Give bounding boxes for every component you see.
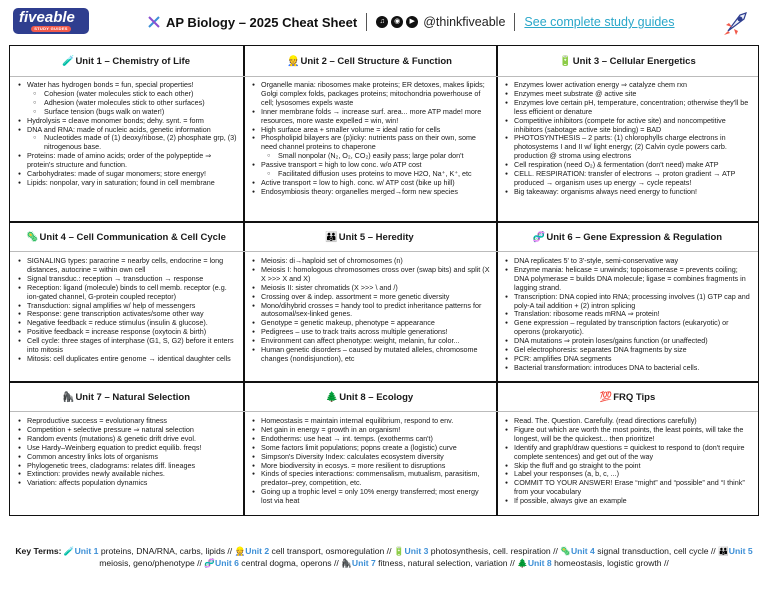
bullet-list xyxy=(17,81,237,188)
section-emoji-icon: 👷 xyxy=(287,55,300,67)
section-title xyxy=(496,46,759,76)
sub-bullet-item: ○ Facilitated diffusion uses proteins to move H2O, Na⁺, K⁺, etc xyxy=(251,170,490,179)
bullet-item: ● Competitive inhibitors (compete for active site) and noncompetitive inhibitors (sabotage active site binding) = BAD xyxy=(504,117,753,135)
bullet-item: ● Pedigrees – use to track traits across multiple generations! xyxy=(251,328,490,337)
unit-label: Unit 6 xyxy=(215,558,239,568)
section-body xyxy=(504,417,753,506)
bullet-list xyxy=(251,417,490,506)
unit-label: Unit 4 xyxy=(570,546,595,556)
key-terms-list xyxy=(64,546,753,568)
unit-label: Unit 2 xyxy=(245,546,270,556)
bullet-item: ● Homeostasis = maintain internal equilibrium, respond to env. xyxy=(251,417,490,426)
bullet-list xyxy=(17,417,237,488)
section-title xyxy=(9,382,243,412)
section-title-text: FRQ Tips xyxy=(613,391,656,403)
bullet-list xyxy=(504,257,753,373)
fiveable-logo[interactable] xyxy=(13,8,89,34)
col-divider xyxy=(243,46,245,515)
unit-emoji-icon: 🌲 xyxy=(514,558,528,568)
bullet-item: ● PHOTOSYNTHESIS – 2 parts: (1) chlorophylls charge electrons in photosystems I and II w/ light energy; (2) Calvin cycle powers carb. production @ stroma using electrons xyxy=(504,134,753,161)
youtube-icon[interactable]: ▶ xyxy=(406,16,418,28)
bullet-item: ● Bacterial transformation: introduces DNA to bacterial cells. xyxy=(504,364,753,373)
bullet-item: ● Enzymes meet substrate @ active site xyxy=(504,90,753,99)
bullet-item: ● Extinction: provides newly available niches. xyxy=(17,470,237,479)
bullet-item: ● Transcription: DNA copied into RNA; processing involves (1) GTP cap and poly-A tail addition + (2) intron splicing xyxy=(504,293,753,311)
bullet-item: ● Carbohydrates: made of sugar monomers; store energy! xyxy=(17,170,237,179)
sub-bullet-item: ○ Adhesion (water molecules stick to other surfaces) xyxy=(17,99,237,108)
bullet-item: ● Big takeaway: organisms always need energy to function! xyxy=(504,188,753,197)
title-bar xyxy=(146,12,675,32)
unit-terms: cell transport, osmoregulation // xyxy=(269,546,392,556)
bullet-item: ● Cell cycle: three stages of interphase (G1, S, G2) before it enters into mitosis xyxy=(17,337,237,355)
section-emoji-icon: 🔋 xyxy=(559,55,572,67)
bullet-item: ● Enzyme mania: helicase = unwinds; topoisomerase = prevents coiling; DNA polymerase = builds DNA molecule; ligase = combines fragments in lagging strand. xyxy=(504,266,753,293)
bullet-item: ● Figure out which are worth the most points, the least points, will take the longest, will be the quickest... then prioritize! xyxy=(504,426,753,444)
section-body xyxy=(504,81,753,197)
section-emoji-icon: 🧬 xyxy=(532,231,546,243)
bullet-item: ● Label your responses (a, b, c, ...) xyxy=(504,470,753,479)
section-body xyxy=(17,417,237,488)
title-underline xyxy=(10,76,758,77)
logo-tag: STUDY GUIDES xyxy=(31,26,71,32)
bullet-item: ● Reception: ligand (molecule) binds to cell memb. receptor (e.g. ion-gated channel, G-protein coupled receptor) xyxy=(17,284,237,302)
bullet-item: ● Competition + selective pressure ⇒ natural selection xyxy=(17,426,237,435)
unit-emoji-icon: 🦍 xyxy=(338,558,352,568)
bullet-item: ● Mitosis: cell duplicates entire genome → identical daughter cells xyxy=(17,355,237,364)
bullet-list xyxy=(17,257,237,364)
sub-bullet-item: ○ Cohesion (water molecules stick to each other) xyxy=(17,90,237,99)
section-title-text: Unit 4 – Cell Communication & Cell Cycle xyxy=(39,231,226,243)
bullet-item: ● Simpson's Diversity Index: calculates ecosystem diversity xyxy=(251,453,490,462)
bullet-item: ● Transduction: signal amplifies w/ help of messengers xyxy=(17,302,237,311)
section-emoji-icon: 🦍 xyxy=(61,391,75,403)
section-title-text: Unit 6 – Gene Expression & Regulation xyxy=(546,231,723,243)
bullet-item: ● CELL. RESPIRATION: transfer of electrons → proton gradient → ATP produced → organism uses up energy → cycle repeats! xyxy=(504,170,753,188)
bullet-item: ● Lipids: nonpolar, vary in saturation; found in cell membrane xyxy=(17,179,237,188)
section-title-text: Unit 1 – Chemistry of Life xyxy=(75,55,190,67)
section-title xyxy=(9,46,243,76)
page-title: AP Biology – 2025 Cheat Sheet xyxy=(166,14,358,30)
bullet-item: ● Active transport = low to high. conc. w/ ATP cost (bike up hill) xyxy=(251,179,490,188)
section-body xyxy=(17,81,237,188)
bullet-item: ● Cell respiration (need O₂) & fermentation (don't need) make ATP xyxy=(504,161,753,170)
key-terms-label: Key Terms: xyxy=(15,546,62,556)
unit-label: Unit 3 xyxy=(404,546,429,556)
section-body xyxy=(251,257,490,364)
section-emoji-icon: 💯 xyxy=(599,391,613,403)
bullet-item: ● Use Hardy–Weinberg equation to predict equilib. freqs! xyxy=(17,444,237,453)
bullet-item: ● Going up a trophic level = only 10% energy transferred; most energy lost via heat xyxy=(251,488,490,506)
sub-bullet-item: ○ Small nonpolar (N₂, O₂, CO₂) easily pass; large polar don't xyxy=(251,152,490,161)
bullet-item: ● Identify and graph/draw questions = quickest to respond to (don't require complete sentences) and get out of the way xyxy=(504,444,753,462)
sub-bullet-item: ○ Surface tension (bugs walk on water!) xyxy=(17,108,237,117)
section-body xyxy=(504,257,753,373)
section-body xyxy=(251,81,490,197)
unit-label: Unit 7 xyxy=(351,558,376,568)
dna-icon xyxy=(146,14,162,30)
bullet-item: ● Crossing over & indep. assortment = more genetic diversity xyxy=(251,293,490,302)
bullet-list xyxy=(251,81,490,197)
bullet-item: ● Skip the fluff and go straight to the point xyxy=(504,462,753,471)
bullet-item: ● Endosymbiosis theory: organelles merged→form new species xyxy=(251,188,490,197)
instagram-icon[interactable]: ◉ xyxy=(391,16,403,28)
bullet-item: ● Organelle mania: ribosomes make proteins; ER detoxes, makes lipids; Golgi complex folds, packages proteins; mitochondria powerhouse of cell; lysosomes expels waste xyxy=(251,81,490,108)
bullet-item: ● Endotherms: use heat → int. temps. (exotherms can't) xyxy=(251,435,490,444)
section-body xyxy=(251,417,490,506)
bullet-item: ● COMMIT TO YOUR ANSWER! Erase “might” and “possible” and “I think” from your vocabulary xyxy=(504,479,753,497)
section-title-text: Unit 5 – Heredity xyxy=(338,231,414,243)
bullet-item: ● Gene expression – regulated by transcription factors (eukaryotic) or operons (prokaryotic). xyxy=(504,319,753,337)
unit-label: Unit 8 xyxy=(527,558,552,568)
bullet-list xyxy=(251,257,490,364)
logo-text: fiveable xyxy=(19,9,75,26)
bullet-item: ● Negative feedback = reduce stimulus (insulin & glucose). xyxy=(17,319,237,328)
unit-emoji-icon: 🧪 xyxy=(63,546,75,556)
bullet-item: ● More biodiversity in ecosys. = more resilient to disruptions xyxy=(251,462,490,471)
unit-terms: central dogma, operons // xyxy=(238,558,339,568)
section-title xyxy=(243,46,496,76)
section-title-text: Unit 8 – Ecology xyxy=(339,391,414,403)
unit-terms: photosynthesis, cell. respiration // xyxy=(428,546,558,556)
unit-emoji-icon: 🔋 xyxy=(391,546,405,556)
unit-label: Unit 5 xyxy=(728,546,753,556)
section-title-text: Unit 2 – Cell Structure & Function xyxy=(300,55,452,67)
bullet-item: ● Proteins: made of amino acids; order of the polypeptide ⇒ protein's structure and function. xyxy=(17,152,237,170)
section-title xyxy=(496,382,759,412)
unit-terms: meiosis, geno/phenotype // xyxy=(99,558,202,568)
col-divider xyxy=(496,46,498,515)
bullet-item: ● Hydrolysis = cleave monomer bonds; dehy. synt. = form xyxy=(17,117,237,126)
unit-terms: proteins, DNA/RNA, carbs, lipids // xyxy=(98,546,233,556)
rocket-mascot-icon xyxy=(720,7,752,39)
divider xyxy=(514,13,515,31)
section-title xyxy=(243,222,496,252)
social-handle[interactable]: @thinkfiveable xyxy=(423,15,506,29)
section-title xyxy=(9,222,243,252)
bullet-item: ● Phylogenetic trees, cladograms: relates diff. lineages xyxy=(17,462,237,471)
section-emoji-icon: 🧪 xyxy=(61,55,75,67)
bullet-item: ● Inner membrane folds → increase surf. area... more ATP made! more resources, more waste expelled = win, win! xyxy=(251,108,490,126)
divider xyxy=(366,13,367,31)
section-title-text: Unit 3 – Cellular Energetics xyxy=(572,55,696,67)
bullet-item: ● Meiosis II: sister chromatids (X >>> \ and /) xyxy=(251,284,490,293)
bullet-item: ● Meiosis I: homologous chromosomes cross over (swap bits) and split (X X >>> X and X) xyxy=(251,266,490,284)
bullet-item: ● PCR: amplifies DNA segments xyxy=(504,355,753,364)
bullet-item: ● Kinds of species interactions: commensalism, mutualism, parasitism, predator–prey, competition, etc. xyxy=(251,470,490,488)
bullet-item: ● Signal transduc.: reception → transduction → response xyxy=(17,275,237,284)
bullet-item: ● If possible, always give an example xyxy=(504,497,753,506)
bullet-item: ● Human genetic disorders – caused by mutated alleles, chromosome changes (nondisjunction), etc xyxy=(251,346,490,364)
sub-bullet-item: ○ Nucleotides made of (1) deoxy/ribose, (2) phosphate grp, (3) nitrogenous base. xyxy=(17,134,237,152)
key-terms-footer xyxy=(9,545,759,569)
bullet-item: ● Some factors limit populations; popns create a (logistic) curve xyxy=(251,444,490,453)
section-title xyxy=(243,382,496,412)
unit-label: Unit 1 xyxy=(74,546,99,556)
bullet-item: ● SIGNALING types: paracrine = nearby cells, endocrine = long distances, autocrine = within own cell xyxy=(17,257,237,275)
section-emoji-icon: 🦠 xyxy=(26,231,39,243)
section-emoji-icon: 👪 xyxy=(325,231,338,243)
bullet-item: ● Enzymes love certain pH, temperature, concentration; otherwise they'll be less efficient or denature xyxy=(504,99,753,117)
bullet-item: ● Mono/dihybrid crosses = handy tool to predict inheritance patterns for autosomal/sex-linked genes. xyxy=(251,302,490,320)
unit-terms: fitness, natural selection, variation // xyxy=(375,558,515,568)
bullet-item: ● DNA replicates 5' to 3'-style, semi-conservative way xyxy=(504,257,753,266)
bullet-item: ● Reproductive success = evolutionary fitness xyxy=(17,417,237,426)
bullet-item: ● DNA mutations ⇒ protein loses/gains function (or unaffected) xyxy=(504,337,753,346)
tiktok-icon[interactable]: ♫ xyxy=(376,16,388,28)
unit-emoji-icon: 👷 xyxy=(232,546,246,556)
bullet-item: ● High surface area + smaller volume = ideal ratio for cells xyxy=(251,126,490,135)
bullet-item: ● Common ancestry links lots of organisms xyxy=(17,453,237,462)
bullet-item: ● Phospholipid bilayers are (p)icky: nutrients pass on their own, some need channel proteins to chaperone xyxy=(251,134,490,152)
bullet-item: ● Read. The. Question. Carefully. (read directions carefully) xyxy=(504,417,753,426)
header xyxy=(0,0,768,44)
bullet-item: ● Meiosis: di→haploid set of chromosomes (n) xyxy=(251,257,490,266)
unit-terms: homeostasis, logistic growth // xyxy=(551,558,669,568)
study-guides-link[interactable]: See complete study guides xyxy=(524,15,675,29)
bullet-item: ● Passive transport = high to low conc. w/o ATP cost xyxy=(251,161,490,170)
unit-emoji-icon: 👪 xyxy=(715,546,729,556)
section-emoji-icon: 🌲 xyxy=(325,391,339,403)
bullet-item: ● Positive feedback = increase response (oxytocin & birth) xyxy=(17,328,237,337)
bullet-item: ● Genotype = genetic makeup, phenotype = appearance xyxy=(251,319,490,328)
unit-emoji-icon: 🧬 xyxy=(201,558,216,568)
unit-terms: signal transduction, cell cycle // xyxy=(594,546,716,556)
bullet-item: ● Environment can affect phenotype: weight, melanin, fur color... xyxy=(251,337,490,346)
bullet-item: ● Variation: affects population dynamics xyxy=(17,479,237,488)
bullet-list xyxy=(504,81,753,197)
bullet-item: ● DNA and RNA: made of nucleic acids, genetic information xyxy=(17,126,237,135)
bullet-item: ● Response: gene transcription activates/some other way xyxy=(17,310,237,319)
section-body xyxy=(17,257,237,364)
section-title xyxy=(496,222,759,252)
bullet-list xyxy=(504,417,753,506)
bullet-item: ● Enzymes lower activation energy ⇒ catalyze chem rxn xyxy=(504,81,753,90)
section-title-text: Unit 7 – Natural Selection xyxy=(75,391,190,403)
unit-emoji-icon: 🦠 xyxy=(557,546,571,556)
bullet-item: ● Water has hydrogen bonds = fun, special properties! xyxy=(17,81,237,90)
bullet-item: ● Translation: ribosome reads mRNA ⇒ protein! xyxy=(504,310,753,319)
bullet-item: ● Random events (mutations) & genetic drift drive evol. xyxy=(17,435,237,444)
bullet-item: ● Net gain in energy = growth in an organism! xyxy=(251,426,490,435)
bullet-item: ● Gel electrophoresis: separates DNA fragments by size xyxy=(504,346,753,355)
